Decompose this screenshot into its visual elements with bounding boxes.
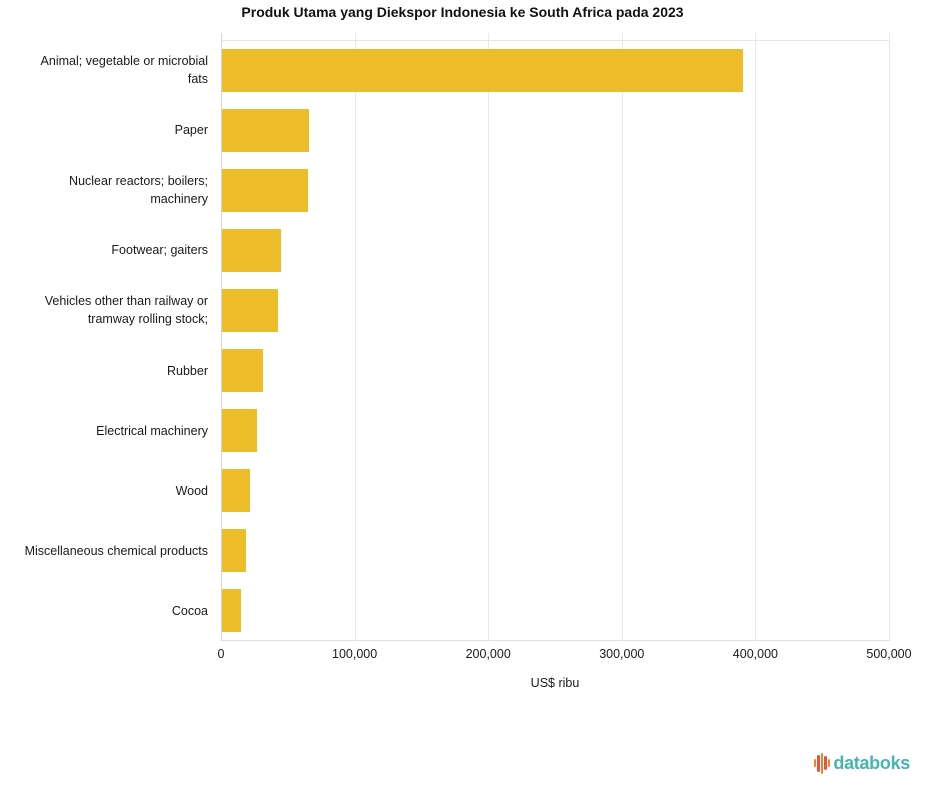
bar-4: [222, 289, 278, 332]
category-label: Paper: [174, 123, 208, 138]
plot-area: [221, 40, 889, 641]
x-tick-label: 300,000: [599, 647, 645, 661]
category-label: Cocoa: [171, 603, 208, 618]
databoks-logo: [814, 751, 910, 775]
category-label: Nuclear reactors; boilers; machinery: [69, 174, 208, 207]
bar-9: [222, 589, 241, 632]
bar-7: [222, 469, 250, 512]
bar-3: [222, 229, 281, 272]
category-label: Rubber: [167, 363, 208, 378]
x-tick-label: 200,000: [465, 647, 511, 661]
databoks-bars-icon: [814, 751, 831, 775]
chart-title: Produk Utama yang Diekspor Indonesia ke South Africa pada 2023: [241, 4, 684, 20]
category-label: Animal; vegetable or microbial fats: [40, 54, 208, 87]
x-tick-label: 0: [217, 647, 225, 661]
category-label: Miscellaneous chemical products: [24, 543, 208, 558]
databoks-wordmark: databoks: [833, 752, 910, 773]
x-tick-label: 400,000: [732, 647, 778, 661]
category-label: Footwear; gaiters: [111, 243, 208, 258]
category-label: Wood: [175, 483, 208, 498]
bar-5: [222, 349, 263, 392]
gridline: [755, 33, 756, 641]
x-axis-line: [221, 640, 889, 641]
bar-0: [222, 49, 743, 92]
x-tick-label: 100,000: [332, 647, 378, 661]
bar-1: [222, 109, 309, 152]
category-label: Vehicles other than railway or tramway rolling stock;: [44, 294, 208, 327]
category-label: Electrical machinery: [96, 423, 208, 438]
bar-8: [222, 529, 246, 572]
gridline: [622, 33, 623, 641]
bar-2: [222, 169, 308, 212]
x-tick-label: 500,000: [866, 647, 912, 661]
plot-top-border: [221, 40, 889, 41]
x-axis-title: US$ ribu: [530, 676, 580, 690]
gridline: [889, 33, 890, 641]
bar-6: [222, 409, 257, 452]
gridline: [355, 33, 356, 641]
gridline: [488, 33, 489, 641]
